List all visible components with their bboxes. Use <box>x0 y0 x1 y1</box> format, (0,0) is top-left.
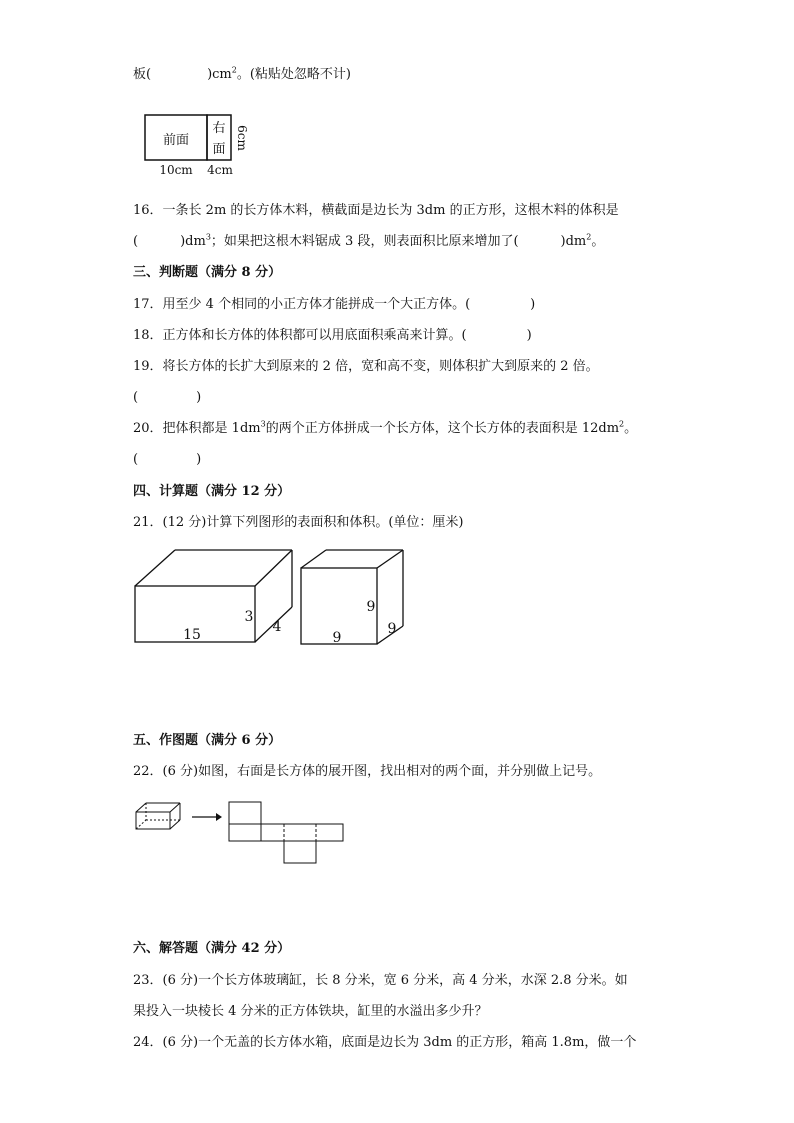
right-face-label-top: 右 <box>212 121 226 136</box>
q16-open: ( <box>133 234 139 249</box>
cube-side-label: 9 <box>387 621 397 637</box>
q15-note: 。(粘贴处忽略不计) <box>236 67 352 82</box>
width2-label: 4cm <box>207 163 233 177</box>
q16-middle: ；如果把这根木料锯成 3 段，则表面积比原来增加了( <box>210 234 519 249</box>
q18-text: 18．正方体和长方体的体积都可以用底面积乘高来计算。( <box>133 328 467 343</box>
cuboid-edge <box>255 550 292 586</box>
q20-open: ( <box>133 452 139 467</box>
q20-part-a: 20．把体积都是 1dm <box>133 421 261 436</box>
q23-line1: 23．(6 分)一个长方体玻璃缸，长 8 分米，宽 6 分米，高 4 分米，水深 2.8 分米。如 <box>133 973 628 988</box>
q21-cuboid-figure <box>130 545 300 655</box>
q19-close: ) <box>196 390 202 405</box>
q19-text: 19．将长方体的长扩大到原来的 2 倍，宽和高不变，则体积扩大到原来的 2 倍。 <box>133 359 599 374</box>
q20-part-c: 。 <box>624 421 638 436</box>
q17-close: ) <box>530 297 536 312</box>
q20-part-b: 的两个正方体拼成一个长方体，这个长方体的表面积是 12dm <box>265 421 620 436</box>
q15-suffix: )cm <box>207 67 232 82</box>
q18-close: ) <box>526 328 532 343</box>
section-title-drawing: 五、作图题（满分 6 分） <box>133 733 282 748</box>
arrow-right-icon <box>192 813 222 821</box>
q17 <box>133 296 535 314</box>
q22-text: 22．(6 分)如图，右面是长方体的展开图，找出相对的两个面，并分别做上记号。 <box>133 764 602 779</box>
cuboid-net <box>229 802 343 863</box>
section-title-judgement: 三、判断题（满分 8 分） <box>133 265 282 280</box>
cube-height-label: 9 <box>366 599 376 615</box>
q15-line <box>133 66 351 84</box>
q20-text <box>133 420 637 438</box>
cube-edge <box>301 550 326 568</box>
q16-end: 。 <box>591 234 605 249</box>
q16-unit2: )dm <box>560 234 587 249</box>
height-label: 6cm <box>235 125 249 151</box>
cuboid-height-label: 3 <box>244 609 254 625</box>
q17-text: 17．用至少 4 个相同的小正方体才能拼成一个大正方体。( <box>133 297 471 312</box>
section-title-calculation: 四、计算题（满分 12 分） <box>133 484 291 499</box>
q20-answer <box>133 451 201 469</box>
q15-board-figure <box>140 110 260 180</box>
q24-line1: 24．(6 分)一个无盖的长方体水箱，底面是边长为 3dm 的正方形，箱高 1.8m，做一个 <box>133 1035 637 1050</box>
q19-open: ( <box>133 390 139 405</box>
q19-answer <box>133 389 201 407</box>
q22-figure <box>132 798 352 868</box>
q20-close: ) <box>196 452 202 467</box>
q16-line2 <box>133 233 604 251</box>
front-face-label: 前面 <box>162 133 190 148</box>
unit-exponent: 3 <box>260 419 266 429</box>
cube-bottom-label: 9 <box>332 630 342 646</box>
unit-exponent: 3 <box>205 232 211 242</box>
q21-text: 21．(12 分)计算下列图形的表面积和体积。(单位：厘米) <box>133 515 464 530</box>
cuboid-width-label: 4 <box>272 619 282 635</box>
unit-exponent: 2 <box>231 65 237 75</box>
section-title-answers: 六、解答题（满分 42 分） <box>133 941 291 956</box>
q15-prefix: 板( <box>133 67 152 82</box>
q16-line1: 16．一条长 2m 的长方体木料，横截面是边长为 3dm 的正方形，这根木料的体积是 <box>133 203 619 218</box>
q23-line2: 果投入一块棱长 4 分米的正方体铁块，缸里的水溢出多少升？ <box>133 1004 488 1019</box>
cuboid-edge <box>135 550 175 586</box>
cube-edge <box>377 550 403 568</box>
q21-cube-figure <box>296 545 416 655</box>
cuboid-length-label: 15 <box>183 627 201 643</box>
small-cuboid <box>136 803 180 829</box>
width1-label: 10cm <box>159 163 193 177</box>
right-face-label-bottom: 面 <box>212 142 226 157</box>
q18 <box>133 327 532 345</box>
q16-unit1: )dm <box>180 234 206 249</box>
unit-exponent: 2 <box>586 232 592 242</box>
unit-exponent: 2 <box>619 419 625 429</box>
